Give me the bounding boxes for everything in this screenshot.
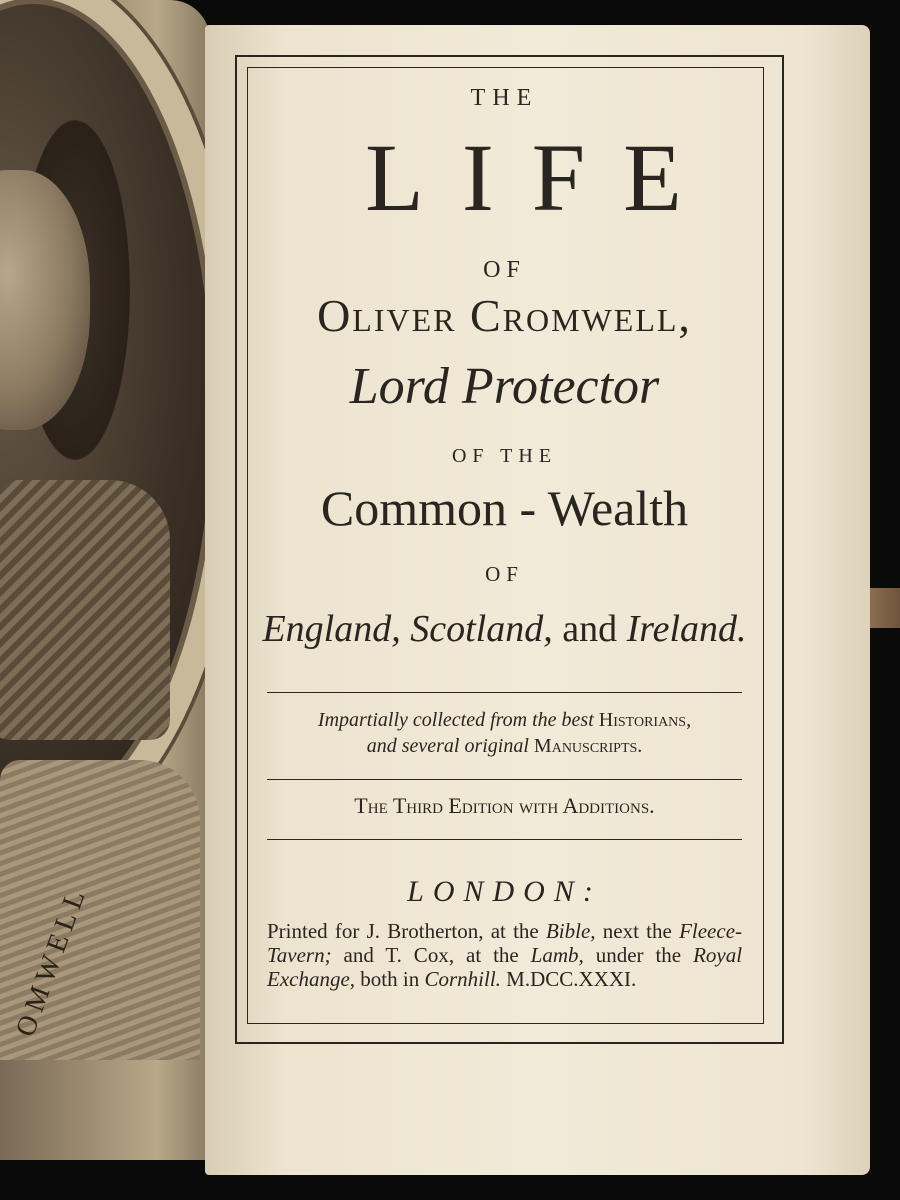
title-of-2: OF [485,562,524,586]
imprint-block [267,919,742,991]
and-text: and [562,608,618,650]
title-page-content [247,67,762,1022]
imprint-date: M.DCC.XXXI. [506,967,637,991]
imprint-text-3: and T. Cox, at the [343,943,519,967]
imprint-text-2: next the [602,919,672,943]
frontispiece-caption: OMWELL [10,880,94,1041]
title-of: OF [483,257,526,283]
title-life: LIFE [365,124,720,231]
sources-line-1-caps: Historians, [598,709,692,731]
title-page [205,25,870,1175]
commonwealth-heading: Common - Wealth [320,480,689,536]
edition-statement: The Third Edition with Additions. [354,793,655,818]
subject-title: Lord Protector [349,358,660,415]
ireland-text: Ireland. [626,608,747,650]
imprint-text-4: under the [595,943,682,967]
imprint-place: LONDON: [407,875,602,908]
frontispiece-page [0,0,210,1160]
imprint-bible: Bible, [545,919,596,943]
imprint-fleece: Fleece-Tavern; [267,919,743,967]
sources-statement [247,707,762,759]
subject-name: Oliver Cromwell, [317,290,692,341]
scotland-text: Scotland, [410,608,553,650]
sources-line-2-caps: Manuscripts. [533,735,643,757]
sources-line-1-italic: Impartially collected from the best [317,709,594,731]
imprint-text-1: Printed for J. Brotherton, at the [267,919,539,943]
england-text: England, [262,608,401,650]
sources-line-2-italic: and several original [366,735,529,757]
imprint-royal: Royal Exchange, [267,943,743,991]
title-of-the: OF THE [451,445,558,467]
imprint-text-5: both in [360,967,420,991]
divider-rule-1 [267,692,742,693]
imprint-lamb: Lamb, [530,943,584,967]
portrait-armor [0,480,170,740]
imprint-cornhill: Cornhill. [424,967,501,991]
nations-line [247,607,762,651]
divider-rule-3 [267,839,742,840]
title-the: THE [470,85,539,111]
divider-rule-2 [267,779,742,780]
